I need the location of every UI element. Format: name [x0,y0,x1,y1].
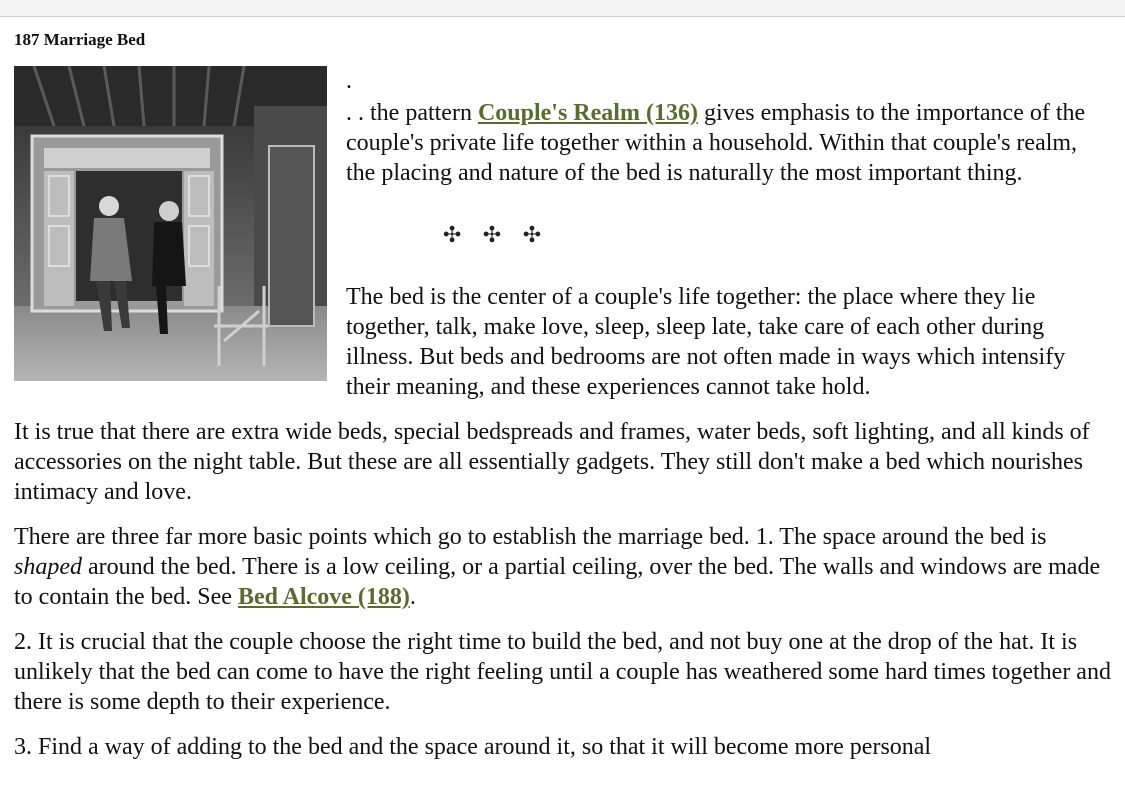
intro-before: . . the pattern [346,100,478,126]
paragraph-2: It is true that there are extra wide beds, special bedspreads and frames, water beds, soft lighting, and all kinds of accessories on the night table. But these are all essentially gadgets. They still don't make a bed which nourishes intimacy and love. [14,419,1090,505]
p3-mid: around the bed. There is a low ceiling, or a partial ceiling, over the bed. The walls and windows are made to contain the bed. See [14,554,1101,610]
marriage-bed-photo [14,66,327,381]
paragraph-3 [14,522,1111,612]
browser-top-bar [0,0,1125,17]
section-ornament [346,188,746,282]
pattern-page [0,30,1125,762]
intro-after: gives emphasis to the importance of the couple's private life together within a household. Within that couple's realm, the placing and nature of the bed is naturally the most important thing. [346,100,1086,186]
bed-alcove-link[interactable]: Bed Alcove (188) [237,584,410,610]
couples-realm-link[interactable]: Couple's Realm (136) [477,100,698,126]
paragraph-4: 2. It is crucial that the couple choose the right time to build the bed, and not buy one at the drop of the hat. It is unlikely that the bed can come to have the right feeling until a couple has weathered some hard times together and there is some depth to their experience. [14,629,1111,715]
ornament-glyphs: ✣ ✣ ✣ [442,222,550,247]
lead-dot: . [346,68,352,94]
p3-after: . [409,584,416,610]
pattern-title: 187 Marriage Bed [14,30,146,49]
paragraph-1: The bed is the center of a couple's life together: the place where they lie together, talk, make love, sleep, sleep late, take care of each other during illness. But beds and bedrooms are not often made in ways which intensify their meaning, and these experiences cannot take hold. [346,284,1066,400]
p3-before: There are three far more basic points which go to establish the marriage bed. 1. The space around the bed is [14,524,1047,550]
p3-emphasis: shaped [14,554,82,580]
paragraph-5: 3. Find a way of adding to the bed and the space around it, so that it will become more personal [14,734,932,760]
